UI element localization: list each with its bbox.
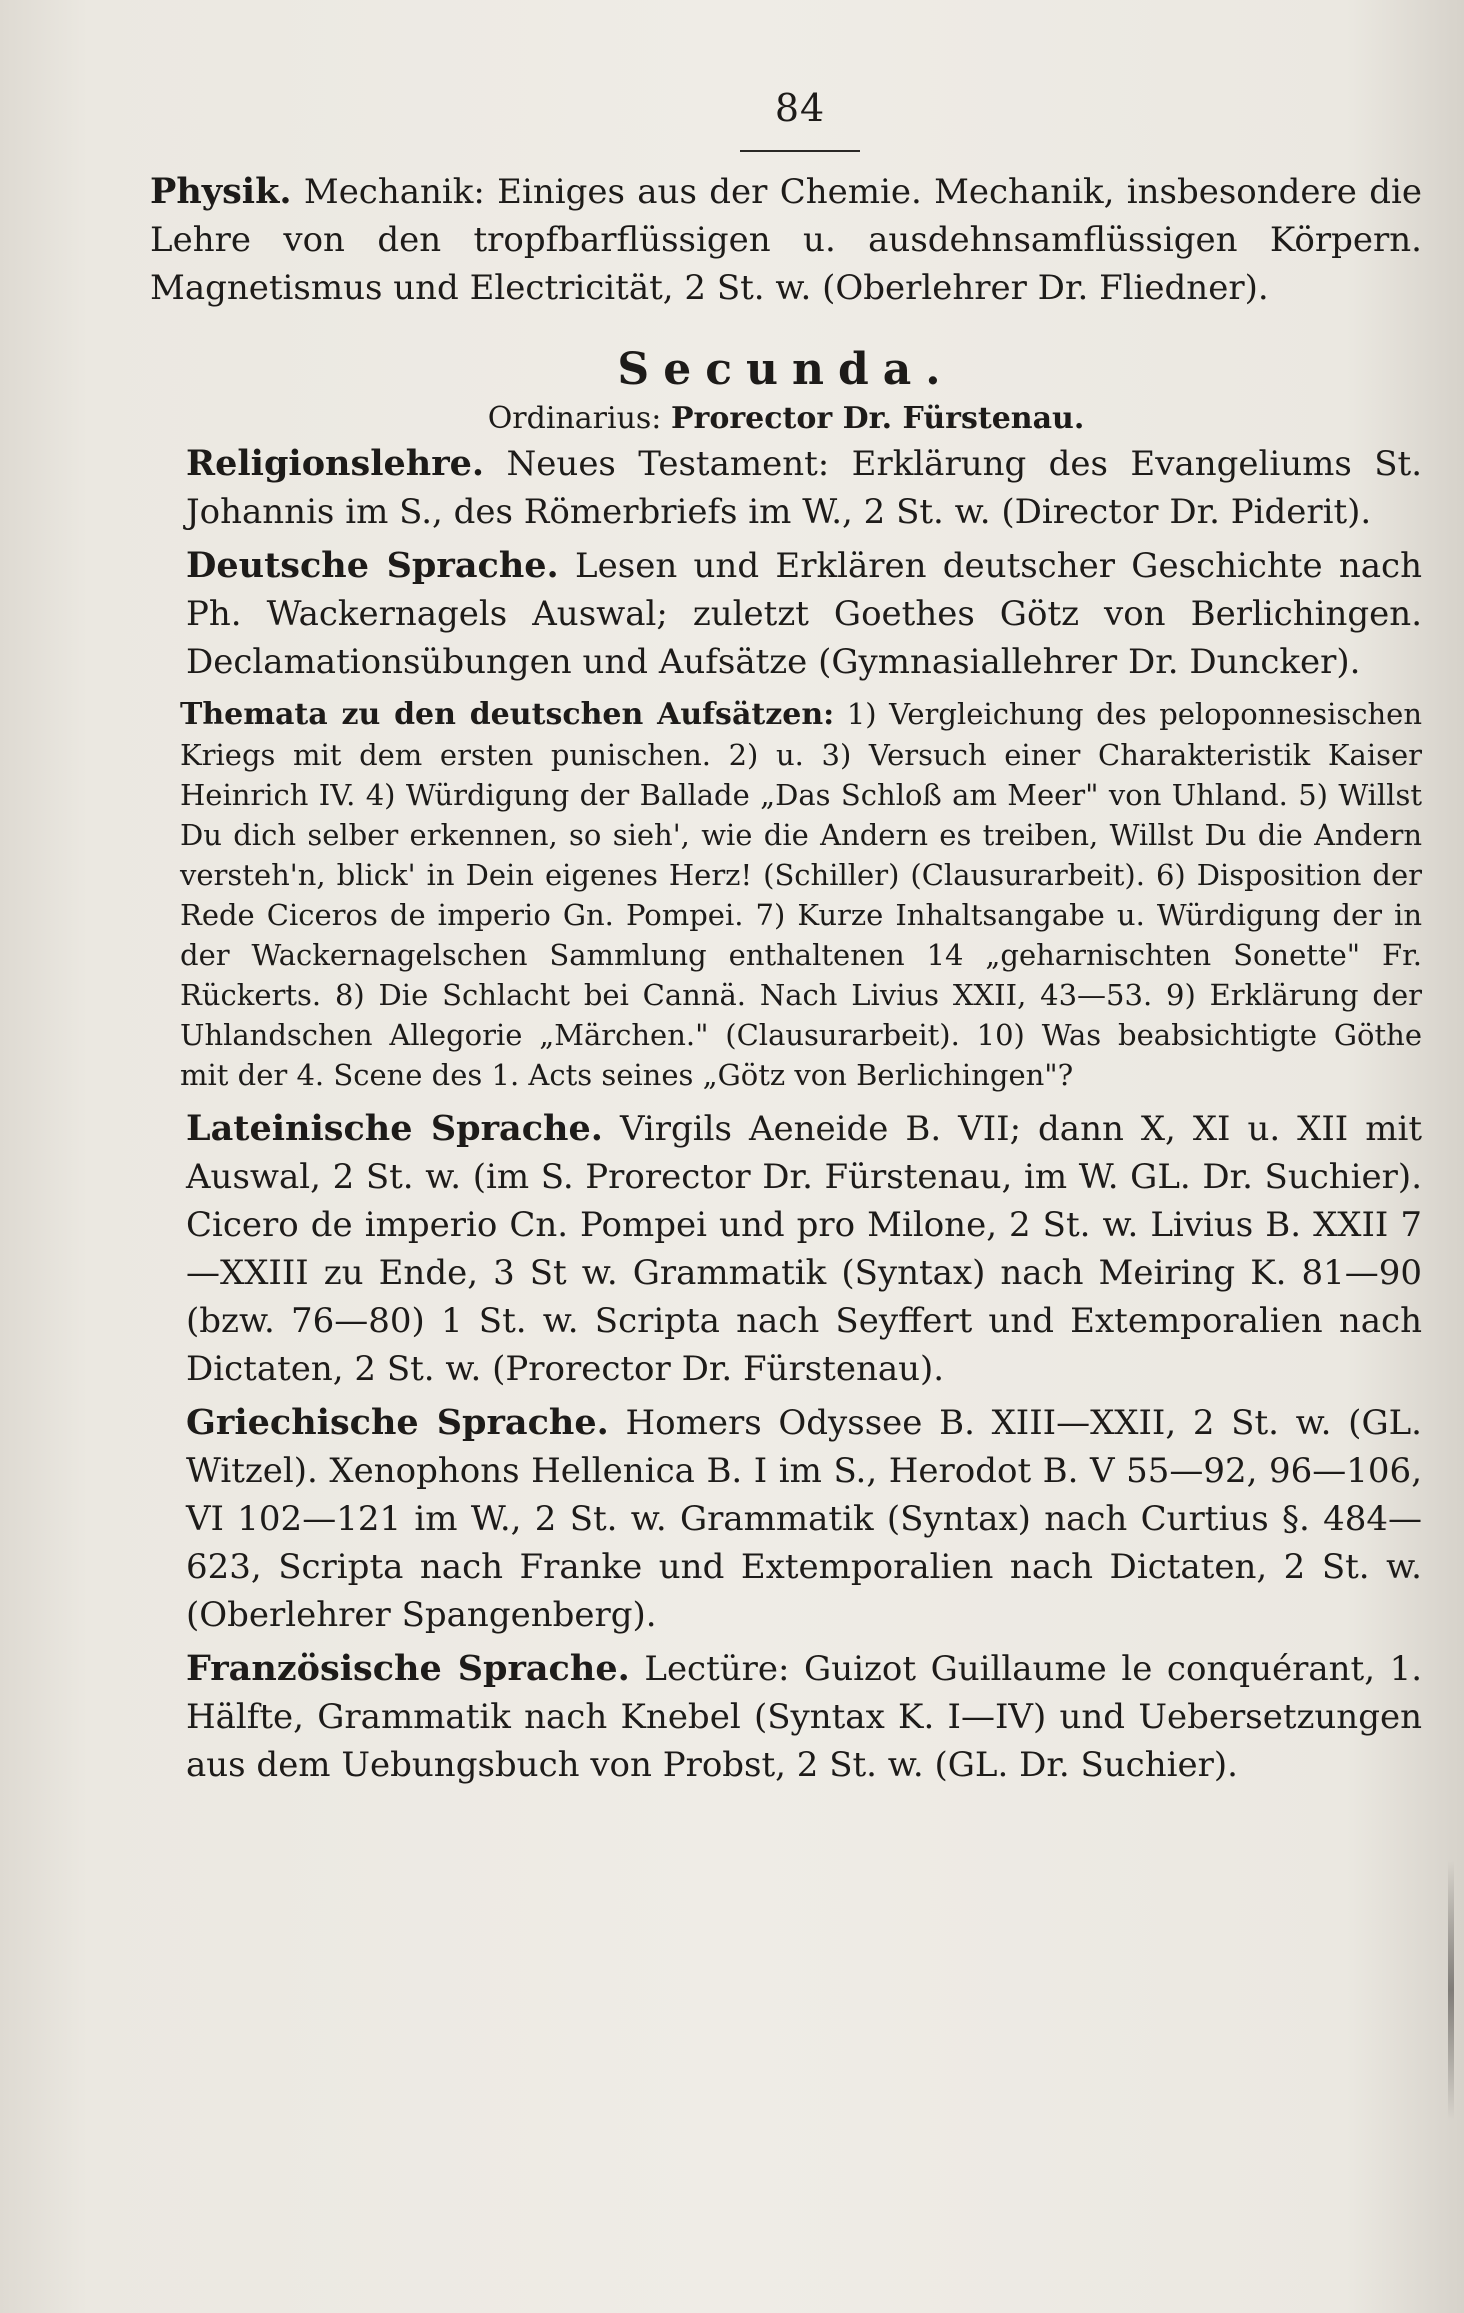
ordinarius-label: Ordinarius: bbox=[487, 401, 662, 436]
physik-text: Mechanik: Einiges aus der Chemie. Mechanik, insbesondere die Lehre von den tropfbarflüssigen u. ausdehnsamflüssigen Körpern. Magnetismus und Electricität, 2 St. w. (Oberlehrer Dr. Fliedner). bbox=[150, 172, 1422, 308]
physik-heading: Physik. bbox=[150, 171, 292, 212]
section-griechisch bbox=[150, 1399, 1422, 1639]
page-content bbox=[150, 168, 1422, 1789]
ordinarius-line bbox=[150, 398, 1422, 440]
section-latein bbox=[150, 1105, 1422, 1393]
franzoesisch-heading: Französische Sprache. bbox=[186, 1648, 630, 1689]
religion-heading: Religionslehre. bbox=[186, 443, 485, 484]
themata-heading: Themata zu den deutschen Aufsätzen: bbox=[180, 697, 835, 732]
deutsch-text: Lesen und Erklären deutscher Geschichte nach Ph. Wackernagels Auswal; zuletzt Goethes Götz von Berlichingen. Declamationsübungen und Aufsätze (Gymnasiallehrer Dr. Duncker). bbox=[186, 546, 1422, 682]
page-number: 84 bbox=[740, 86, 860, 152]
religion-text: Neues Testament: Erklärung des Evangeliums St. Johannis im S., des Römerbriefs im W., 2 St. w. (Director Dr. Piderit). bbox=[186, 444, 1423, 532]
griechisch-text: Homers Odyssee B. XIII—XXII, 2 St. w. (GL. Witzel). Xenophons Hellenica B. I im S., Herodot B. V 55—92, 96—106, VI 102—121 im W., 2 St. w. Grammatik (Syntax) nach Curtius §. 484—623, Scripta nach Franke und Extemporalien nach Dictaten, 2 St. w. (Oberlehrer Spangenberg). bbox=[186, 1403, 1422, 1635]
deutsch-heading: Deutsche Sprache. bbox=[186, 545, 559, 586]
themata-text: 1) Vergleichung des peloponnesischen Kriegs mit dem ersten punischen. 2) u. 3) Versuch einer Charakteristik Kaiser Heinrich IV. 4) Würdigung der Ballade „Das Schloß am Meer" von Uhland. 5) Willst Du dich selber erkennen, so sieh', wie die Andern es treiben, Willst Du die Andern versteh'n, blick' in Dein eigenes Herz! (Schiller) (Clausurarbeit). 6) Disposition der Rede Ciceros de imperio Gn. Pompei. 7) Kurze Inhaltsangabe u. Würdigung der in der Wackernagelschen Sammlung enthaltenen 14 „geharnischten Sonette" Fr. Rückerts. 8) Die Schlacht bei Cannä. Nach Livius XXII, 43—53. 9) Erklärung der Uhlandschen Allegorie „Märchen." (Clausurarbeit). 10) Was beabsichtigte Göthe mit der 4. Scene des 1. Acts seines „Götz von Berlichingen"? bbox=[180, 697, 1423, 1092]
section-physik bbox=[150, 168, 1422, 312]
latein-heading: Lateinische Sprache. bbox=[186, 1108, 603, 1149]
section-deutsch bbox=[150, 542, 1422, 686]
page-edge-shadow bbox=[1448, 1860, 1454, 2120]
section-themata bbox=[180, 694, 1422, 1095]
latein-text: Virgils Aeneide B. VII; dann X, XI u. XII mit Auswal, 2 St. w. (im S. Prorector Dr. Fürstenau, im W. GL. Dr. Suchier). Cicero de imperio Cn. Pompei und pro Milone, 2 St. w. Livius B. XXII 7—XXIII zu Ende, 3 St w. Grammatik (Syntax) nach Meiring K. 81—90 (bzw. 76—80) 1 St. w. Scripta nach Seyffert und Extemporalien nach Dictaten, 2 St. w. (Prorector Dr. Fürstenau). bbox=[186, 1109, 1422, 1389]
franzoesisch-text: Lectüre: Guizot Guillaume le conquérant, 1. Hälfte, Grammatik nach Knebel (Syntax K. I—IV) und Uebersetzungen aus dem Uebungsbuch von Probst, 2 St. w. (GL. Dr. Suchier). bbox=[186, 1649, 1423, 1785]
griechisch-heading: Griechische Sprache. bbox=[186, 1402, 609, 1443]
section-religion bbox=[150, 440, 1422, 536]
section-franzoesisch bbox=[150, 1645, 1422, 1789]
ordinarius-value: Prorector Dr. Fürstenau. bbox=[670, 401, 1085, 436]
secunda-title: Secunda. bbox=[617, 344, 955, 395]
